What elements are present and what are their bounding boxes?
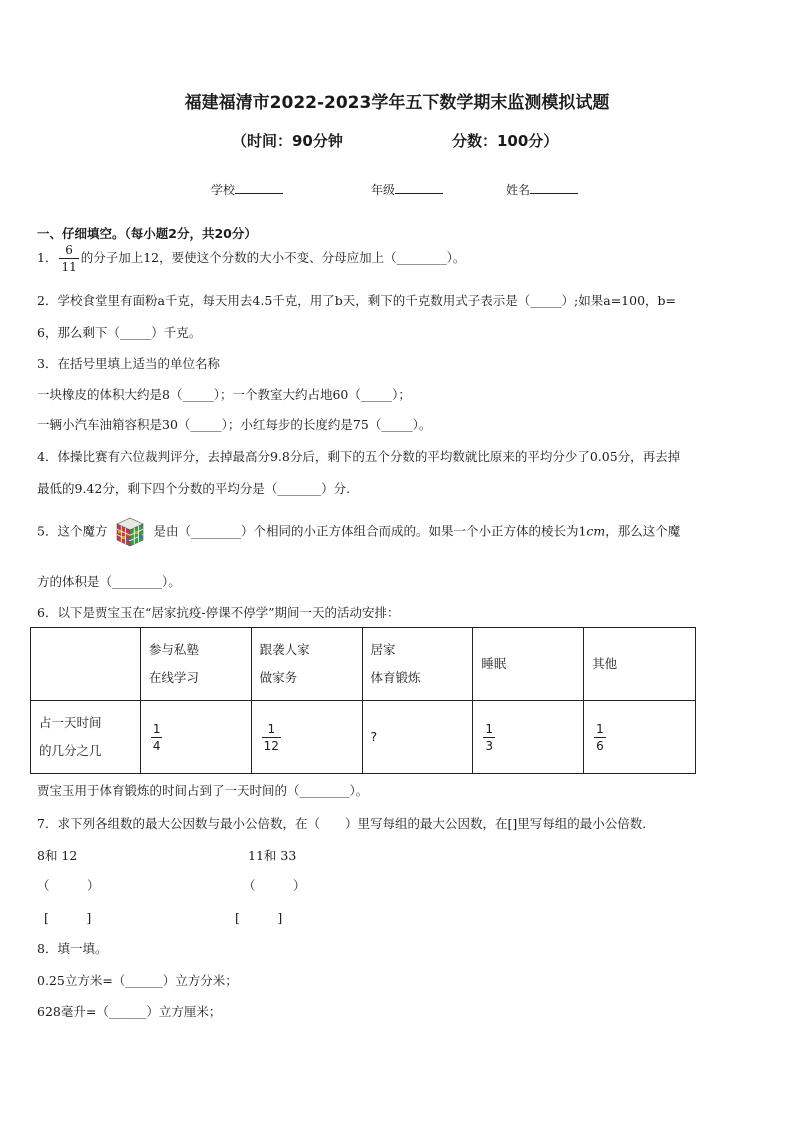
header-line: 跟袭人家 [259,642,310,657]
grade-blank[interactable] [395,181,443,194]
school-blank[interactable] [235,181,283,194]
header-line: 睡眠 [481,656,507,671]
frac-den: 12 [263,738,279,753]
question-5-line2: 方的体积是（________）。 [37,574,181,589]
grade-field [371,181,443,198]
row-label-cell [31,701,141,774]
school-label: 学校 [211,183,236,197]
frac-den: 4 [152,738,161,753]
table-header-cell [473,628,584,701]
question-7-title: 7．求下列各组数的最大公因数与最小公倍数，在（ ）里写每组的最大公因数，在[]里写每组的最小公倍数． [37,816,655,831]
fraction-value [262,723,281,752]
question-2-line1: 2．学校食堂里有面粉a千克，每天用去4.5千克，用了b天，剩下的千克数用式子表示是（_____）;如果a=100，b= [37,293,677,308]
table-corner-cell [31,628,141,701]
value-cell [251,701,362,774]
q7-bracket-2: [ ] [235,910,283,925]
question-8-line2: 628毫升=（______）立方厘米； [37,1004,222,1019]
value-cell [362,701,473,774]
value-cell [140,701,251,774]
q7-pair-1: 8和 12 [37,848,78,863]
table-row [31,701,696,774]
q5-unit: cm [586,523,606,539]
q1-text: 的分子加上12，要使这个分数的大小不变、分母应加上（________）。 [80,250,466,265]
fraction-value [594,723,606,752]
fraction-value [151,723,163,752]
frac-num: 6 [65,243,73,257]
school-field [211,181,283,198]
page-title: 福建福清市2022-2023学年五下数学期末监测模拟试题 [184,93,610,113]
rubiks-cube-icon [113,515,147,549]
question-6-after: 贾宝玉用于体育锻炼的时间占到了一天时间的（________）。 [37,783,369,798]
fraction-value [483,723,495,752]
row-label-line: 占一天时间 [39,715,102,730]
frac-num: 1 [267,721,276,736]
table-header-cell [140,628,251,701]
time-label: （时间：90分钟 [232,132,343,150]
question-3-line1: 一块橡皮的体积大约是8（_____）；一个教室大约占地60（_____）； [37,387,411,402]
name-blank[interactable] [530,181,578,194]
frac-den: 6 [596,738,604,753]
frac-num: 1 [152,721,161,736]
q7-paren-1: （ ） [37,878,100,893]
value-cell [584,701,696,774]
table-header-row [31,628,696,701]
q5-part1: 5．这个魔方 [37,523,108,539]
q7-paren-2: （ ） [243,878,306,893]
header-line: 参与私塾 [148,642,199,657]
q5-part2: 是由（________）个相同的小正方体组合而成的。如果一个小正方体的棱长为1 [153,523,587,539]
q7-bracket-1: [ ] [44,910,92,925]
header-line: 居家 [370,642,396,657]
question-8-line1: 0.25立方米=（______）立方分米； [37,973,238,988]
frac-num: 1 [596,721,604,736]
value-cell [473,701,584,774]
question-4-line1: 4．体操比赛有六位裁判评分，去掉最高分9.8分后，剩下的五个分数的平均数就比原来的平均分少了0.05分，再去掉 [37,449,681,464]
q1-number: 1． [37,250,58,265]
header-line: 做家务 [259,670,298,685]
table-header-cell [251,628,362,701]
question-5-line1 [37,515,680,549]
header-line: 在线学习 [148,670,199,685]
activity-table [30,627,696,774]
question-4-line2: 最低的9.42分，剩下四个分数的平均分是（_______）分. [37,481,351,496]
question-1 [37,244,465,273]
q5-part3: ，那么这个魔 [605,523,681,539]
fraction-6-11 [59,244,78,273]
question-8-title: 8．填一填。 [37,941,108,956]
frac-den: 11 [61,260,77,274]
frac-den: 3 [485,738,493,753]
section-heading: 一、仔细填空。（每小题2分，共20分） [37,226,257,241]
unknown-value: ? [370,729,378,744]
score-label: 分数：100分） [452,132,559,150]
frac-num: 1 [485,721,493,736]
row-label-line: 的几分之几 [39,743,102,758]
question-3-line2: 一辆小汽车油箱容积是30（_____）；小红每步的长度约是75（_____）。 [37,417,432,432]
q7-pair-2: 11和 33 [248,848,297,863]
table-header-cell [584,628,696,701]
grade-label: 年级 [371,183,396,197]
question-6-title: 6．以下是贾宝玉在“居家抗疫-停课不停学”期间一天的活动安排： [37,605,400,620]
name-label: 姓名 [506,183,531,197]
header-line: 体育锻炼 [370,670,421,685]
question-2-line2: 6，那么剩下（_____）千克。 [37,325,202,340]
table-header-cell [362,628,473,701]
question-3-title: 3．在括号里填上适当的单位名称 [37,356,220,371]
header-line: 其他 [592,656,618,671]
name-field [506,181,578,198]
